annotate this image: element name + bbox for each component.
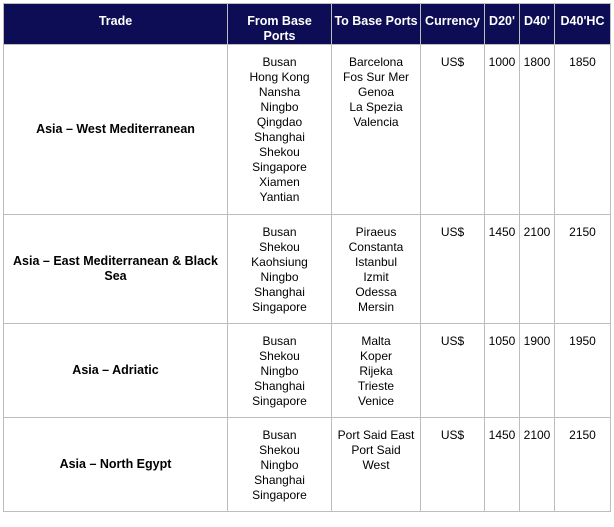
- table-row: [4, 324, 611, 418]
- to-ports-cell: [332, 418, 421, 512]
- from-port: Shanghai: [254, 379, 305, 393]
- rate-table: [3, 3, 611, 512]
- header-d40hc: D40'HC: [555, 4, 611, 45]
- trade-cell: Asia – East Mediterranean & Black Sea: [4, 215, 228, 324]
- d40hc-cell: 1850: [555, 45, 611, 215]
- d20-cell: 1450: [485, 418, 520, 512]
- from-port: Shekou: [259, 240, 300, 254]
- from-ports-cell: [228, 418, 332, 512]
- from-port: Ningbo: [260, 458, 299, 472]
- from-port: Nansha: [258, 85, 301, 99]
- from-port: Shanghai: [254, 285, 305, 299]
- d40-cell: 2100: [520, 215, 555, 324]
- to-port: Mersin: [357, 300, 394, 314]
- to-port: Piraeus: [355, 225, 397, 239]
- to-port: Fos Sur Mer: [342, 70, 409, 84]
- trade-cell: Asia – North Egypt: [4, 418, 228, 512]
- table-row: [4, 418, 611, 512]
- from-port: Singapore: [252, 394, 307, 408]
- header-d40: D40': [520, 4, 555, 45]
- to-port: Genoa: [357, 85, 395, 99]
- to-port: La Spezia: [349, 100, 403, 114]
- from-port: Singapore: [252, 160, 307, 174]
- header-from-base-ports: From Base Ports: [228, 4, 332, 45]
- to-port: Port Said: [351, 443, 401, 457]
- header-d20: D20': [485, 4, 520, 45]
- trade-cell: Asia – Adriatic: [4, 324, 228, 418]
- from-port: Shekou: [259, 145, 300, 159]
- to-port: Constanta: [348, 240, 404, 254]
- d20-cell: 1000: [485, 45, 520, 215]
- to-ports-cell: [332, 45, 421, 215]
- from-port: Qingdao: [256, 115, 303, 129]
- from-port: Busan: [262, 428, 297, 442]
- from-port: Ningbo: [260, 100, 299, 114]
- to-port: Trieste: [357, 379, 395, 393]
- currency-cell: US$: [421, 418, 485, 512]
- header-row: [4, 4, 611, 45]
- from-ports-cell: [228, 45, 332, 215]
- to-port: Istanbul: [354, 255, 398, 269]
- table-row: [4, 215, 611, 324]
- d20-cell: 1450: [485, 215, 520, 324]
- from-port: Busan: [262, 225, 297, 239]
- to-port: Port Said East: [337, 428, 415, 442]
- to-port: Venice: [357, 394, 395, 408]
- from-port: Xiamen: [259, 175, 300, 189]
- currency-cell: US$: [421, 45, 485, 215]
- from-port: Busan: [262, 55, 297, 69]
- from-port: Ningbo: [260, 364, 299, 378]
- to-port: Koper: [359, 349, 393, 363]
- d40hc-cell: 1950: [555, 324, 611, 418]
- to-ports-cell: [332, 215, 421, 324]
- currency-cell: US$: [421, 324, 485, 418]
- from-port: Ningbo: [260, 270, 299, 284]
- header-trade: Trade: [4, 4, 228, 45]
- table-row: [4, 45, 611, 215]
- from-port: Singapore: [252, 300, 307, 314]
- to-port: Izmit: [363, 270, 389, 284]
- trade-cell: Asia – West Mediterranean: [4, 45, 228, 215]
- header-currency: Currency: [421, 4, 485, 45]
- from-ports-cell: [228, 215, 332, 324]
- from-port: Shanghai: [254, 473, 305, 487]
- from-port: Shanghai: [254, 130, 305, 144]
- currency-cell: US$: [421, 215, 485, 324]
- d40-cell: 1900: [520, 324, 555, 418]
- d40hc-cell: 2150: [555, 215, 611, 324]
- to-port: Barcelona: [348, 55, 404, 69]
- from-port: Shekou: [259, 349, 300, 363]
- to-port: Valencia: [353, 115, 399, 129]
- to-port: West: [362, 458, 390, 472]
- from-ports-cell: [228, 324, 332, 418]
- to-port: Malta: [361, 334, 391, 348]
- to-ports-cell: [332, 324, 421, 418]
- to-port: Rijeka: [359, 364, 393, 378]
- to-port: Odessa: [355, 285, 397, 299]
- from-port: Kaohsiung: [251, 255, 308, 269]
- header-to-base-ports: To Base Ports: [332, 4, 421, 45]
- d40-cell: 1800: [520, 45, 555, 215]
- from-port: Shekou: [259, 443, 300, 457]
- from-port: Singapore: [252, 488, 307, 502]
- d40-cell: 2100: [520, 418, 555, 512]
- d40hc-cell: 2150: [555, 418, 611, 512]
- from-port: Yantian: [259, 190, 300, 204]
- d20-cell: 1050: [485, 324, 520, 418]
- from-port: Busan: [262, 334, 297, 348]
- from-port: Hong Kong: [249, 70, 310, 84]
